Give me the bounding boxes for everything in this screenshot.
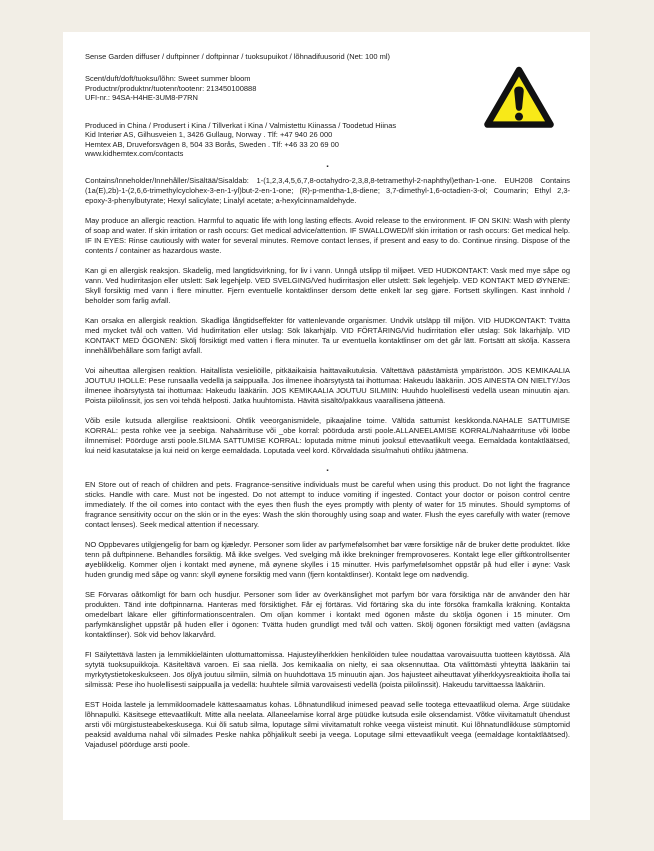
website-line: www.kidhemtex.com/contacts bbox=[85, 149, 184, 158]
product-number-line: Productnr/produktnr/tuotenr/tootenr: 213450100888 bbox=[85, 83, 257, 93]
kid-interior-address-line: Kid Interiør AS, Gilhusveien 1, 3426 Gullaug, Norway . Tlf: +47 940 26 000 bbox=[85, 130, 333, 139]
usage-paragraph-est: EST Hoida lastele ja lemmikloomadele kättesaamatus kohas. Lõhnatundlikud inimesed peavad selle tootega ettevaatlikud olema. Ärge süüdake lõhnapulki. Käsitsege ettevaatlikult. Mitte alla neelata. Allaneelamise korral ärge püüdke kutsuda esile oksendamist. Võtke viivitamatult ühendust arsti või mürgistusteabekeskusega. Kui õli satub silma, loputage silmi viivitamatult rohke veega viisteist minutit. Kui lõhnatundlikkuse sümptomid peaksid avalduma nahal või silmades Peske nahka põhjalikult seebi ja veega. Loputage silmi ettevaatlikult veega (eemaldage kontaktläätsed). Vajadusel pöörduge arsti poole. bbox=[85, 699, 570, 749]
usage-paragraph-en: EN Store out of reach of children and pets. Fragrance-sensitive individuals must be careful when using this product. Do not light the fragrance sticks. Handle with care. Must not be ingested. Do not attempt to induce vomiting if ingested. Contact your doctor or poison control centre immediately. If the oil comes into contact with the eyes then flush the eyes promptly with plenty of water for 15 minutes. Should symptoms of fragrance sensitivity occur on the skin or in the eyes: Wash the skin thoroughly using soap and water. Flush the eyes carefully with water (remove contact lenses). Seek medical attention if necessary. bbox=[85, 479, 570, 529]
producer-block bbox=[85, 121, 570, 159]
product-info-block bbox=[85, 74, 570, 103]
ufi-number-line: UFI-nr.: 94SA-H4HE-3UM8-P7RN bbox=[85, 93, 198, 102]
hazard-paragraph-se: Kan orsaka en allergisk reaktion. Skadliga långtidseffekter för vattenlevande organismer. Undvik utsläpp till miljön. VID HUDKONTAKT: Tvätta med mycket tvål och vatten. Vid hudirritation eller utslag: Sök läkarhjälp. VID FÖRTÄRING/Vid hudirritation eller utslag: Sök läkarhjälp. VID KONTAKT MED ÖGONEN: Skölj försiktigt med vatten i flera minuter. Ta ur eventuella kontaktlinser om det går lätt. Fortsätt att skölja. Kassera innehåll/behållare som farligt avfall. bbox=[85, 315, 570, 355]
label-document-page bbox=[63, 32, 590, 820]
scent-line: Scent/duft/doft/tuoksu/lõhn: Sweet summer bloom bbox=[85, 74, 251, 83]
product-title: Sense Garden diffuser / duftpinner / doftpinnar / tuoksupuikot / lõhnadifuusorid (Net: 100 ml) bbox=[85, 52, 391, 61]
section-separator-dot: ▪ bbox=[326, 163, 329, 170]
section-separator-dot: ▪ bbox=[326, 467, 329, 474]
usage-paragraph-fi: FI Säilytettävä lasten ja lemmikkieläinten ulottumattomissa. Hajusteyliherkkien henkilöiden tulee noudattaa varovaisuutta tuotteen käytössä. Älä sytytä tuoksupuikkoja. Käsiteltävä varoen. Ei saa niellä. Jos kemikaalia on nielty, ei saa oksennuttaa. Ota välittömästi yhteyttä lääkäriin tai myrkytystietokeskukseen. Jos öljyä joutuu silmiin, silmiä on huuhdottava 15 minuutin ajan. Jos hajusteet aiheuttavat yliherkkyysreaktioita iholla tai silmissä: Pese iho huolellisesti saippualla ja vedellä: huuhtele silmiä varovaisesti vedellä (poista piilolinssit). Hakeudu tarvittaessa lääkäriin. bbox=[85, 649, 570, 689]
usage-paragraph-se: SE Förvaras oåtkomligt för barn och husdjur. Personer som lider av överkänslighet mot parfym bör vara försiktiga när de använder den här produkten. Tänd inte doftpinnarna. Hanteras med försiktighet. Får ej förtäras. Vid förtäring ska du inte försöka framkalla kräkning. Kontakta omedelbart läkare eller giftinformationscentralen. Om oljan kommer i kontakt med ögonen måste du skölja ögonen i 15 minuter. Om parfymkänslighet uppstår på huden eller i ögonen: Tvätta huden grundligt med tvål och vatten. Skölj ögonen försiktigt med vatten (avlägsna kontaktlinser). Sök vid behov läkarvård. bbox=[85, 589, 570, 639]
hazard-paragraph-no: Kan gi en allergisk reaksjon. Skadelig, med langtidsvirkning, for liv i vann. Unngå utslipp til miljøet. VED HUDKONTAKT: Vask med mye såpe og vann. Ved hudirritasjon eller utslett: Søk legehjelp. VED SVELGING/Ved hudirritasjon eller utslett: Søk legehjelp. VED KONTAKT MED ØYNENE: Skyll forsiktig med vann i flere minutter. Fjern eventuelle kontaktlinser dersom dette enkelt lar seg gjøre. Fortsett skyllingen. Kast innhold / beholder som farlig avfall. bbox=[85, 265, 570, 305]
contains-paragraph: Contains/Inneholder/Innehåller/Sisältää/Sisaldab: 1-(1,2,3,4,5,6,7,8-octahydro-2,3,8,8-tetramethyl-2-naphthyl)ethan-1-one. EUH208 Contains (1a(E),2b)-1-(2,6,6-trimethylcyclohex-3-en-1-yl)but-2-en-1-one; (R)-p-mentha-1,8-diene; 3,7-dimethyl-1,6-octadien-3-ol; Coumarin; Ethyl 2,3-epoxy-3-phenylbutyrate; Hexyl salicylate; Linalyl acetate; a-hexylcinnamaldehyde. bbox=[85, 175, 570, 205]
hemtex-address-line: Hemtex AB, Druveforsvägen 8, 504 33 Borås, Sweden . Tlf: +46 33 20 69 00 bbox=[85, 139, 339, 149]
hazard-paragraph-fi: Voi aiheuttaa allergisen reaktion. Haitallista vesieliöille, pitkäaikaisia haittavaikutuksia. Vältettävä päästämistä ympäristöön. JOS KEMIKAALIA JOUTUU IHOLLE: Pese runsaalla vedellä ja saippualla. Jos ilmenee ihoärsytystä tai ihottumaa: Hakeudu lääkäriin. JOS AINESTA ON NIELTY/Jos ilmenee ihoärsytystä tai ihottumaa: Hakeudu lääkäriin. JOS KEMIKAALIA JOUTUU SILMIIN: Huuhdo huolellisesti vedellä usean minuutin ajan. Poista piilolinssit, jos sen voi tehdä helposti. Jatka huuhtomista. Hävitä sisältö/pakkaus vaarallisena jätteenä. bbox=[85, 365, 570, 405]
hazard-paragraph-en: May produce an allergic reaction. Harmful to aquatic life with long lasting effects. Avoid release to the environment. IF ON SKIN: Wash with plenty of soap and water. If skin irritation or rash occurs: Get medical advice/attention. IF SWALLOWED/If skin irritation or rash occurs: Get medical help. IF IN EYES: Rinse cautiously with water for several minutes. Remove contact lenses, if present and easy to do. Continue rinsing. Dispose of the contents / container as hazardous waste. bbox=[85, 215, 570, 255]
produced-in-line: Produced in China / Produsert i Kina / Tillverkat i Kina / Valmistettu Kiinassa / Toodetud Hiinas bbox=[85, 120, 397, 130]
hazard-paragraph-est: Võib esile kutsuda allergilise reaktsiooni. Ohtlik veeorganismidele, pikaajaline toime. Vältida sattumist keskkonda.NAHALE SATTUMISE KORRAL: pesta rohke vee ja seebiga. Nahaärrituse või _obe korral: pöörduda arsti poole.ALLANEELAMISE KORRAL/Nahaärrituse või lööbe ilmnemisel: Pöörduge arsti poole.SILMA SATTUMISE KORRAL: loputada mitme minuti jooksul ettevaatlikult veega. Eemaldada kontaktläätsed, kui neid kasutatakse ja kui neid on kerge eemaldada. Loputada veel kord. Kõrvaldada sisu/mahuti ohtliku jäätmena. bbox=[85, 415, 570, 455]
usage-paragraph-no: NO Oppbevares utilgjengelig for barn og kjæledyr. Personer som lider av parfymefølsomhet bør være forsiktige når de bruker dette produktet. Ikke tenn på duftpinnene. Behandles forsiktig. Må ikke svelges. Ved svelging må ikke brekninger fremprovoseres. Kontakt lege eller giftkontrollsenter øyeblikkelig. Kommer oljen i kontakt med øynene, må øynene skylles i 15 minutter. Hvis parfymefølsomhet oppstår på hud eller i øyne: Vask huden grundig med såpe og vann: skyll øynene forsiktig med vann (fjern kontaktlinser). Kontakt lege om nødvendig. bbox=[85, 539, 570, 579]
label-content bbox=[85, 52, 570, 750]
